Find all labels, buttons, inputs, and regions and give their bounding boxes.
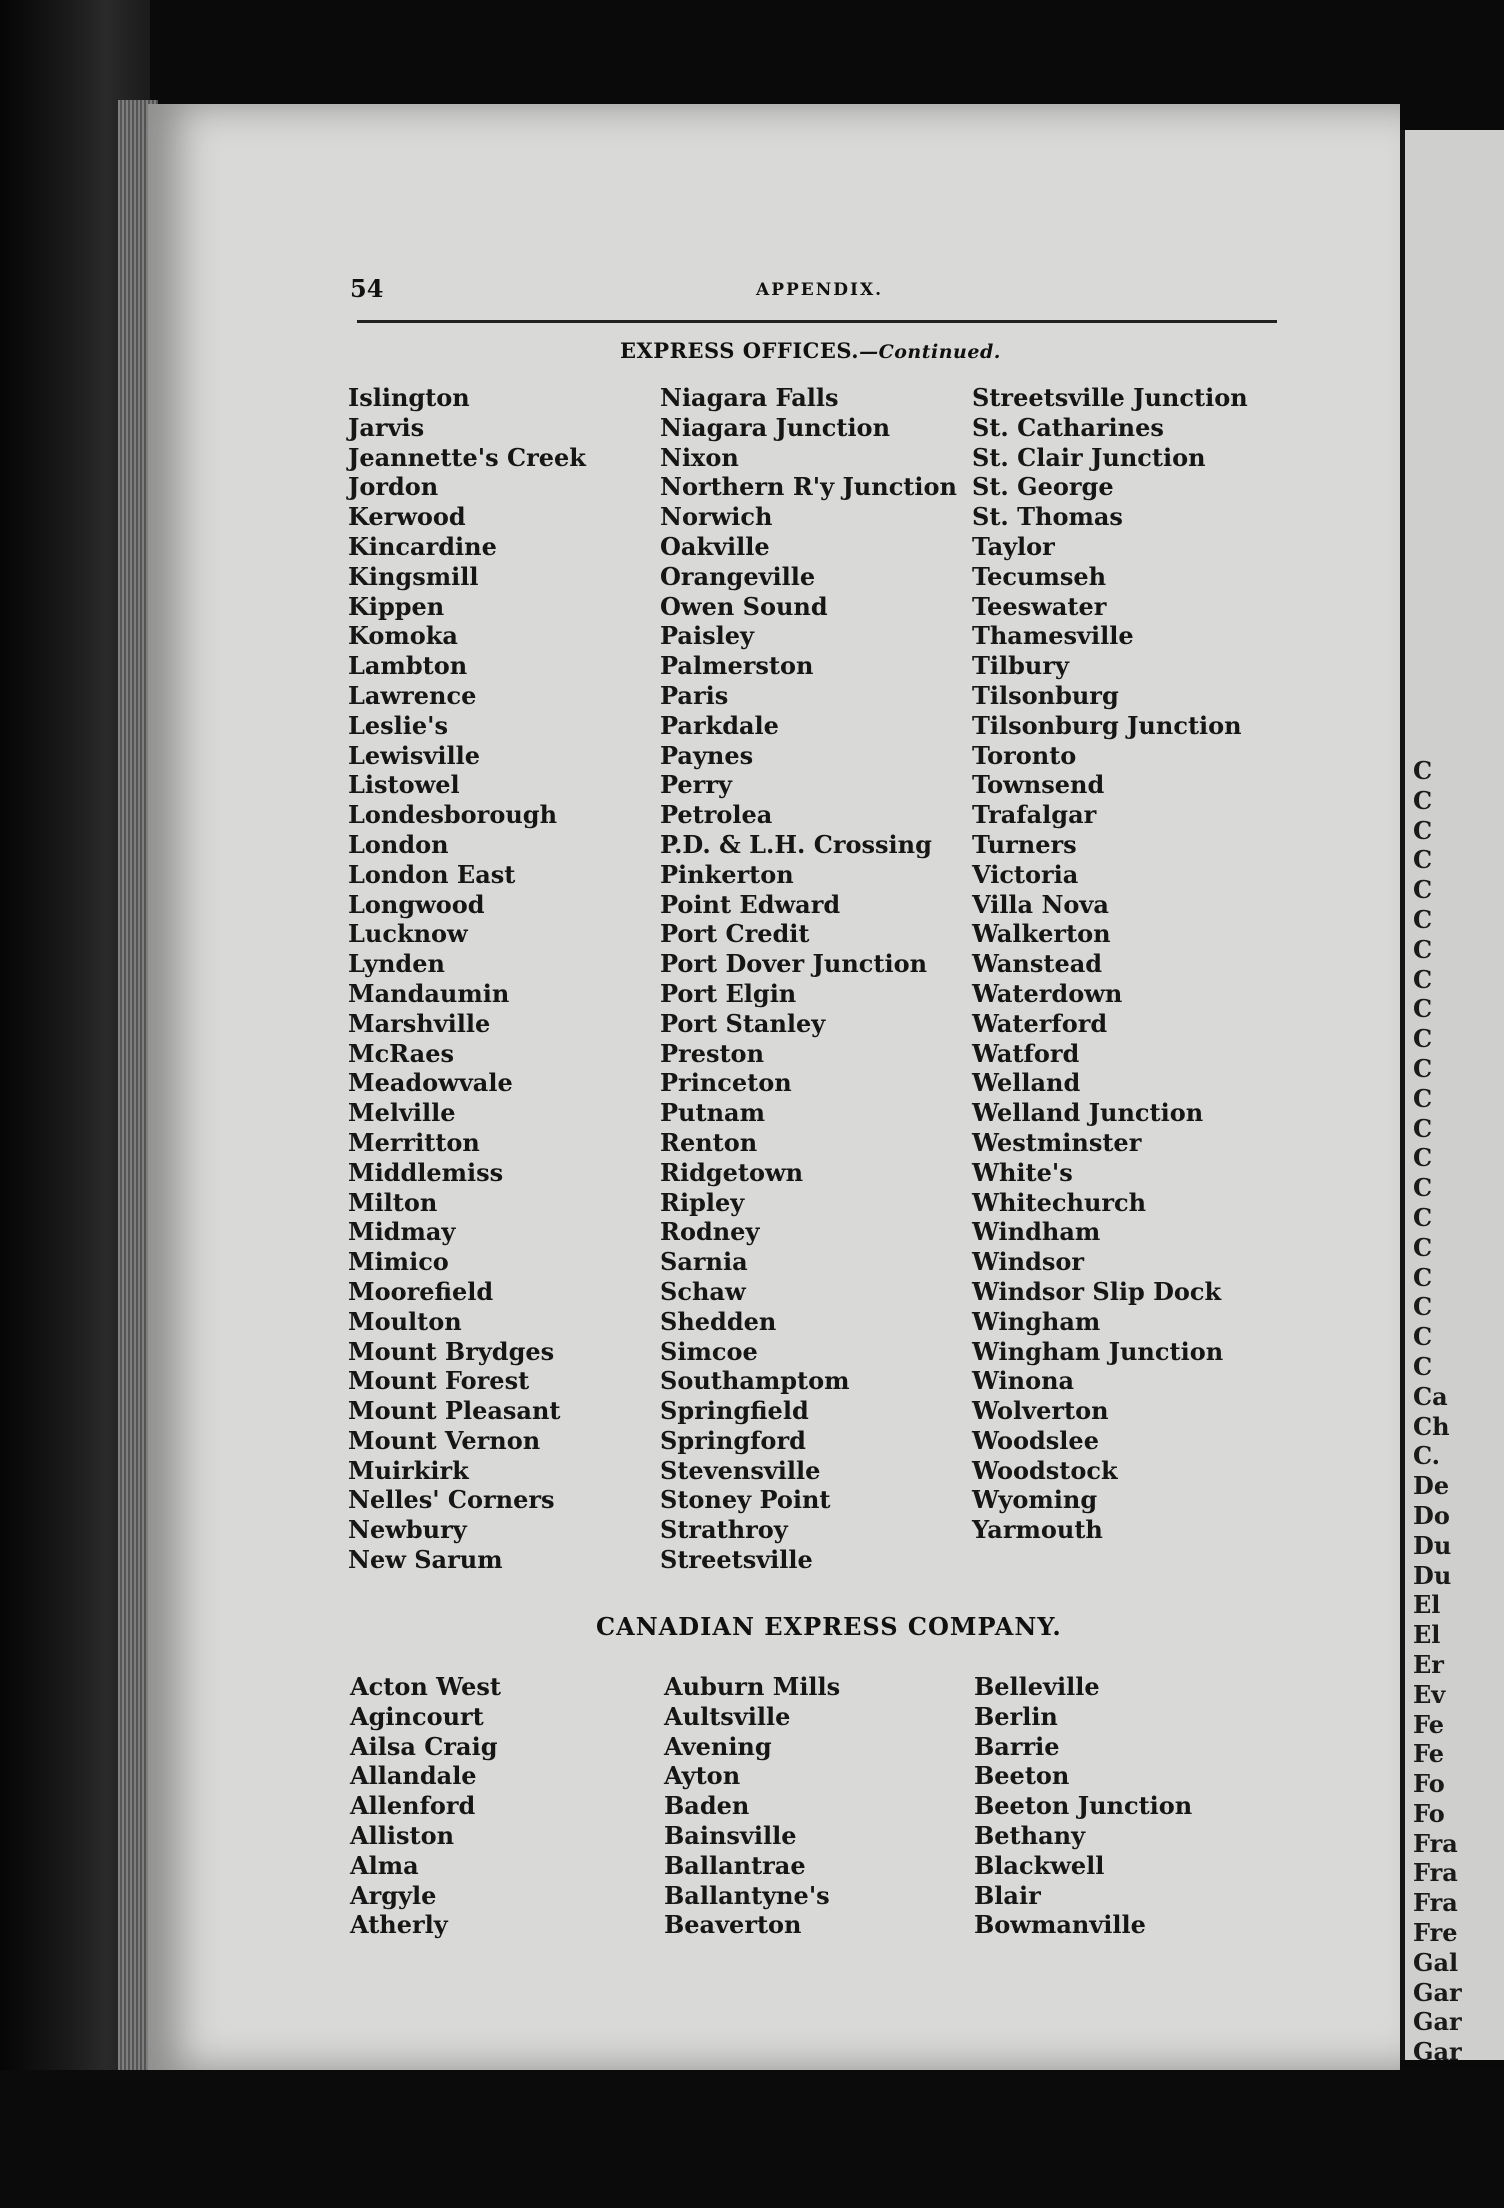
facing-page-fragment: C	[1413, 1053, 1433, 1083]
place-name: Oakville	[660, 531, 770, 561]
place-name: Preston	[660, 1038, 765, 1068]
place-name: Lynden	[348, 949, 445, 979]
place-name: Port Elgin	[660, 978, 797, 1008]
place-name: Middlemiss	[348, 1157, 504, 1187]
place-name: Paris	[660, 680, 729, 710]
place-name: Argyle	[350, 1880, 437, 1910]
place-name: Point Edward	[660, 889, 841, 919]
facing-page-fragment: Fra	[1413, 1858, 1458, 1888]
place-name: Springford	[660, 1425, 806, 1455]
place-name: Mount Forest	[348, 1366, 530, 1396]
place-name: Paisley	[660, 621, 754, 651]
place-name: Acton West	[350, 1672, 501, 1701]
place-name: Atherly	[350, 1910, 448, 1940]
facing-page-fragment: C	[1413, 845, 1433, 875]
place-name: Schaw	[660, 1276, 746, 1306]
place-name: Lawrence	[348, 680, 477, 710]
place-name: Nelles' Corners	[348, 1485, 555, 1515]
place-name: Windsor	[972, 1247, 1085, 1277]
place-name: Pinkerton	[660, 859, 794, 889]
place-name: Lewisville	[348, 740, 480, 770]
place-name: P.D. & L.H. Crossing	[660, 829, 932, 859]
place-name: Alma	[350, 1850, 419, 1880]
place-name: Streetsville	[660, 1545, 813, 1575]
facing-page-fragment: Gar	[1413, 2037, 1462, 2060]
place-name: St. Catharines	[972, 412, 1164, 442]
place-name: Shedden	[660, 1306, 777, 1336]
place-name: Londesborough	[348, 800, 558, 830]
facing-page-fragment: Ca	[1413, 1381, 1448, 1411]
place-name: Tilsonburg Junction	[972, 710, 1242, 740]
place-name: Townsend	[972, 770, 1105, 800]
place-name: Wingham	[972, 1306, 1101, 1336]
facing-page-fragment: C	[1413, 934, 1433, 964]
place-name: Longwood	[348, 889, 485, 919]
page-number: 54	[350, 274, 384, 303]
place-name: Wanstead	[972, 949, 1103, 979]
place-name: Waterford	[972, 1008, 1108, 1038]
facing-page-fragment: C	[1413, 1322, 1433, 1352]
place-name: Strathroy	[660, 1515, 788, 1545]
place-name: Putnam	[660, 1098, 765, 1128]
facing-page-fragment: Ev	[1413, 1679, 1446, 1709]
facing-page-fragment: C	[1413, 1024, 1433, 1054]
place-name: Toronto	[972, 740, 1077, 770]
facing-page-fragment: C	[1413, 1173, 1433, 1203]
facing-page-fragment: Du	[1413, 1530, 1452, 1560]
place-name: Palmerston	[660, 651, 814, 681]
facing-page-fragment: C	[1413, 1292, 1433, 1322]
place-name: Streetsville Junction	[972, 383, 1248, 412]
place-name: Petrolea	[660, 800, 773, 830]
express-offices-title	[620, 338, 1001, 363]
facing-page-fragment: El	[1413, 1590, 1441, 1620]
facing-page-fragment: Fre	[1413, 1918, 1458, 1948]
place-name: Mount Pleasant	[348, 1396, 561, 1426]
place-name: Woodslee	[972, 1425, 1099, 1455]
place-name: McRaes	[348, 1038, 455, 1068]
place-name: Paynes	[660, 740, 754, 770]
place-name: Kincardine	[348, 531, 497, 561]
place-name: Auburn Mills	[664, 1672, 841, 1701]
facing-page-fragment: Fo	[1413, 1798, 1445, 1828]
place-name: Welland Junction	[972, 1098, 1204, 1128]
place-name: Listowel	[348, 770, 460, 800]
express-offices-column-3	[972, 383, 1248, 1545]
place-name: Newbury	[348, 1515, 467, 1545]
place-name: Merritton	[348, 1127, 480, 1157]
place-name: Bethany	[974, 1820, 1086, 1850]
place-name: Nixon	[660, 442, 739, 472]
facing-page-fragment: Fra	[1413, 1888, 1458, 1918]
place-name: Windsor Slip Dock	[972, 1276, 1222, 1306]
facing-page-fragment: C	[1413, 875, 1433, 905]
facing-page-fragment: C	[1413, 1143, 1433, 1173]
facing-page-fragment: C	[1413, 994, 1433, 1024]
facing-page-fragment: El	[1413, 1620, 1441, 1650]
place-name: Waterdown	[972, 978, 1123, 1008]
place-name: Islington	[348, 383, 470, 412]
place-name: New Sarum	[348, 1545, 503, 1575]
place-name: Wyoming	[972, 1485, 1098, 1515]
facing-page-fragment: C	[1413, 1113, 1433, 1143]
place-name: Rodney	[660, 1217, 760, 1247]
place-name: Norwich	[660, 502, 773, 532]
place-name: Stoney Point	[660, 1485, 831, 1515]
facing-page	[1400, 130, 1504, 2060]
place-name: Bainsville	[664, 1820, 797, 1850]
place-name: Port Stanley	[660, 1008, 826, 1038]
facing-page-text	[1405, 130, 1504, 2060]
place-name: Princeton	[660, 1068, 792, 1098]
place-name: Springfield	[660, 1396, 809, 1426]
place-name: Marshville	[348, 1008, 491, 1038]
place-name: Ayton	[664, 1761, 741, 1791]
place-name: Southamptom	[660, 1366, 850, 1396]
place-name: Baden	[664, 1791, 750, 1821]
running-title: APPENDIX.	[756, 280, 884, 300]
continued-label: —Continued.	[859, 341, 1001, 363]
canadian-express-title: CANADIAN EXPRESS COMPANY.	[596, 1612, 1062, 1641]
place-name: Windham	[972, 1217, 1101, 1247]
facing-page-fragment: C	[1413, 815, 1433, 845]
place-name: Ballantyne's	[664, 1880, 830, 1910]
place-name: St. Clair Junction	[972, 442, 1206, 472]
place-name: Allenford	[350, 1791, 476, 1821]
facing-page-fragment: Fo	[1413, 1769, 1445, 1799]
place-name: Mount Brydges	[348, 1336, 555, 1366]
place-name: Mount Vernon	[348, 1425, 541, 1455]
place-name: Watford	[972, 1038, 1080, 1068]
header-rule	[357, 320, 1277, 323]
facing-page-fragment: Ch	[1413, 1411, 1450, 1441]
place-name: Teeswater	[972, 591, 1107, 621]
place-name: Moulton	[348, 1306, 462, 1336]
place-name: Orangeville	[660, 561, 816, 591]
place-name: Wolverton	[972, 1396, 1109, 1426]
place-name: Ailsa Craig	[350, 1731, 498, 1761]
facing-page-fragment: C	[1413, 1202, 1433, 1232]
place-name: Melville	[348, 1098, 456, 1128]
facing-page-fragment: Do	[1413, 1500, 1450, 1530]
place-name: Jeannette's Creek	[348, 442, 586, 472]
place-name: Jordon	[348, 472, 439, 502]
facing-page-fragment: Gar	[1413, 1977, 1462, 2007]
place-name: London	[348, 829, 449, 859]
canadian-express-column-3	[974, 1672, 1192, 1940]
facing-page-fragment: Fe	[1413, 1709, 1444, 1739]
facing-page-fragment: C	[1413, 964, 1433, 994]
place-name: Barrie	[974, 1731, 1060, 1761]
place-name: Niagara Junction	[660, 412, 891, 442]
place-name: Kippen	[348, 591, 445, 621]
place-name: Ridgetown	[660, 1157, 804, 1187]
facing-page-fragment: Gal	[1413, 1947, 1459, 1977]
place-name: Port Credit	[660, 919, 810, 949]
place-name: Whitechurch	[972, 1187, 1147, 1217]
facing-page-fragment: C	[1413, 785, 1433, 815]
place-name: Woodstock	[972, 1455, 1118, 1485]
place-name: Niagara Falls	[660, 383, 839, 412]
facing-page-fragment: C	[1413, 756, 1433, 785]
express-offices-column-1	[348, 383, 586, 1575]
place-name: Mandaumin	[348, 978, 510, 1008]
place-name: Walkerton	[972, 919, 1111, 949]
express-offices-column-2	[660, 383, 957, 1575]
place-name: Trafalgar	[972, 800, 1097, 830]
place-name: Tilsonburg	[972, 680, 1119, 710]
facing-page-fragment: C	[1413, 1351, 1433, 1381]
place-name: Beeton	[974, 1761, 1070, 1791]
facing-page-fragment: C	[1413, 904, 1433, 934]
place-name: London East	[348, 859, 516, 889]
place-name: White's	[972, 1157, 1073, 1187]
place-name: Lucknow	[348, 919, 468, 949]
place-name: Avening	[664, 1731, 772, 1761]
place-name: Allandale	[350, 1761, 477, 1791]
place-name: Ballantrae	[664, 1850, 806, 1880]
scan-border	[0, 2070, 1504, 2208]
place-name: Ripley	[660, 1187, 745, 1217]
place-name: Parkdale	[660, 710, 779, 740]
facing-page-fragment: Er	[1413, 1649, 1444, 1679]
place-name: Komoka	[348, 621, 458, 651]
place-name: Winona	[972, 1366, 1075, 1396]
facing-page-fragment: C	[1413, 1232, 1433, 1262]
place-name: Yarmouth	[972, 1515, 1103, 1545]
place-name: Victoria	[972, 859, 1079, 889]
place-name: Thamesville	[972, 621, 1134, 651]
place-name: Kerwood	[348, 502, 466, 532]
place-name: Kingsmill	[348, 561, 479, 591]
place-name: Turners	[972, 829, 1077, 859]
place-name: Beaverton	[664, 1910, 802, 1940]
place-name: Villa Nova	[972, 889, 1109, 919]
canadian-express-column-2	[664, 1672, 840, 1940]
facing-page-fragment: Du	[1413, 1560, 1452, 1590]
place-name: Mimico	[348, 1247, 449, 1277]
place-name: Stevensville	[660, 1455, 821, 1485]
place-name: St. George	[972, 472, 1114, 502]
facing-page-fragment: C	[1413, 1083, 1433, 1113]
place-name: Belleville	[974, 1672, 1100, 1701]
place-name: Meadowvale	[348, 1068, 513, 1098]
place-name: Sarnia	[660, 1247, 748, 1277]
place-name: Beeton Junction	[974, 1791, 1193, 1821]
place-name: Berlin	[974, 1701, 1058, 1731]
facing-page-fragment: Fe	[1413, 1739, 1444, 1769]
page-header	[350, 274, 1280, 314]
place-name: Westminster	[972, 1127, 1142, 1157]
place-name: St. Thomas	[972, 502, 1123, 532]
place-name: Lambton	[348, 651, 468, 681]
section-title-text: EXPRESS OFFICES.	[620, 338, 860, 363]
place-name: Bowmanville	[974, 1910, 1146, 1940]
place-name: Owen Sound	[660, 591, 828, 621]
place-name: Leslie's	[348, 710, 449, 740]
place-name: Jarvis	[348, 412, 425, 442]
place-name: Midmay	[348, 1217, 456, 1247]
place-name: Tilbury	[972, 651, 1069, 681]
place-name: Taylor	[972, 531, 1055, 561]
facing-page-fragment: C	[1413, 1262, 1433, 1292]
place-name: Tecumseh	[972, 561, 1107, 591]
place-name: Agincourt	[350, 1701, 484, 1731]
place-name: Blair	[974, 1880, 1041, 1910]
place-name: Renton	[660, 1127, 758, 1157]
place-name: Alliston	[350, 1820, 455, 1850]
place-name: Simcoe	[660, 1336, 758, 1366]
place-name: Welland	[972, 1068, 1081, 1098]
place-name: Port Dover Junction	[660, 949, 928, 979]
place-name: Aultsville	[664, 1701, 791, 1731]
place-name: Blackwell	[974, 1850, 1105, 1880]
canadian-express-column-1	[350, 1672, 501, 1940]
facing-page-fragment: Fra	[1413, 1828, 1458, 1858]
facing-page-fragment: Gar	[1413, 2007, 1462, 2037]
facing-page-fragment: De	[1413, 1471, 1450, 1501]
place-name: Milton	[348, 1187, 438, 1217]
place-name: Moorefield	[348, 1276, 494, 1306]
place-name: Wingham Junction	[972, 1336, 1224, 1366]
place-name: Perry	[660, 770, 732, 800]
place-name: Muirkirk	[348, 1455, 469, 1485]
facing-page-fragment: C.	[1413, 1441, 1441, 1471]
place-name: Northern R'y Junction	[660, 472, 957, 502]
